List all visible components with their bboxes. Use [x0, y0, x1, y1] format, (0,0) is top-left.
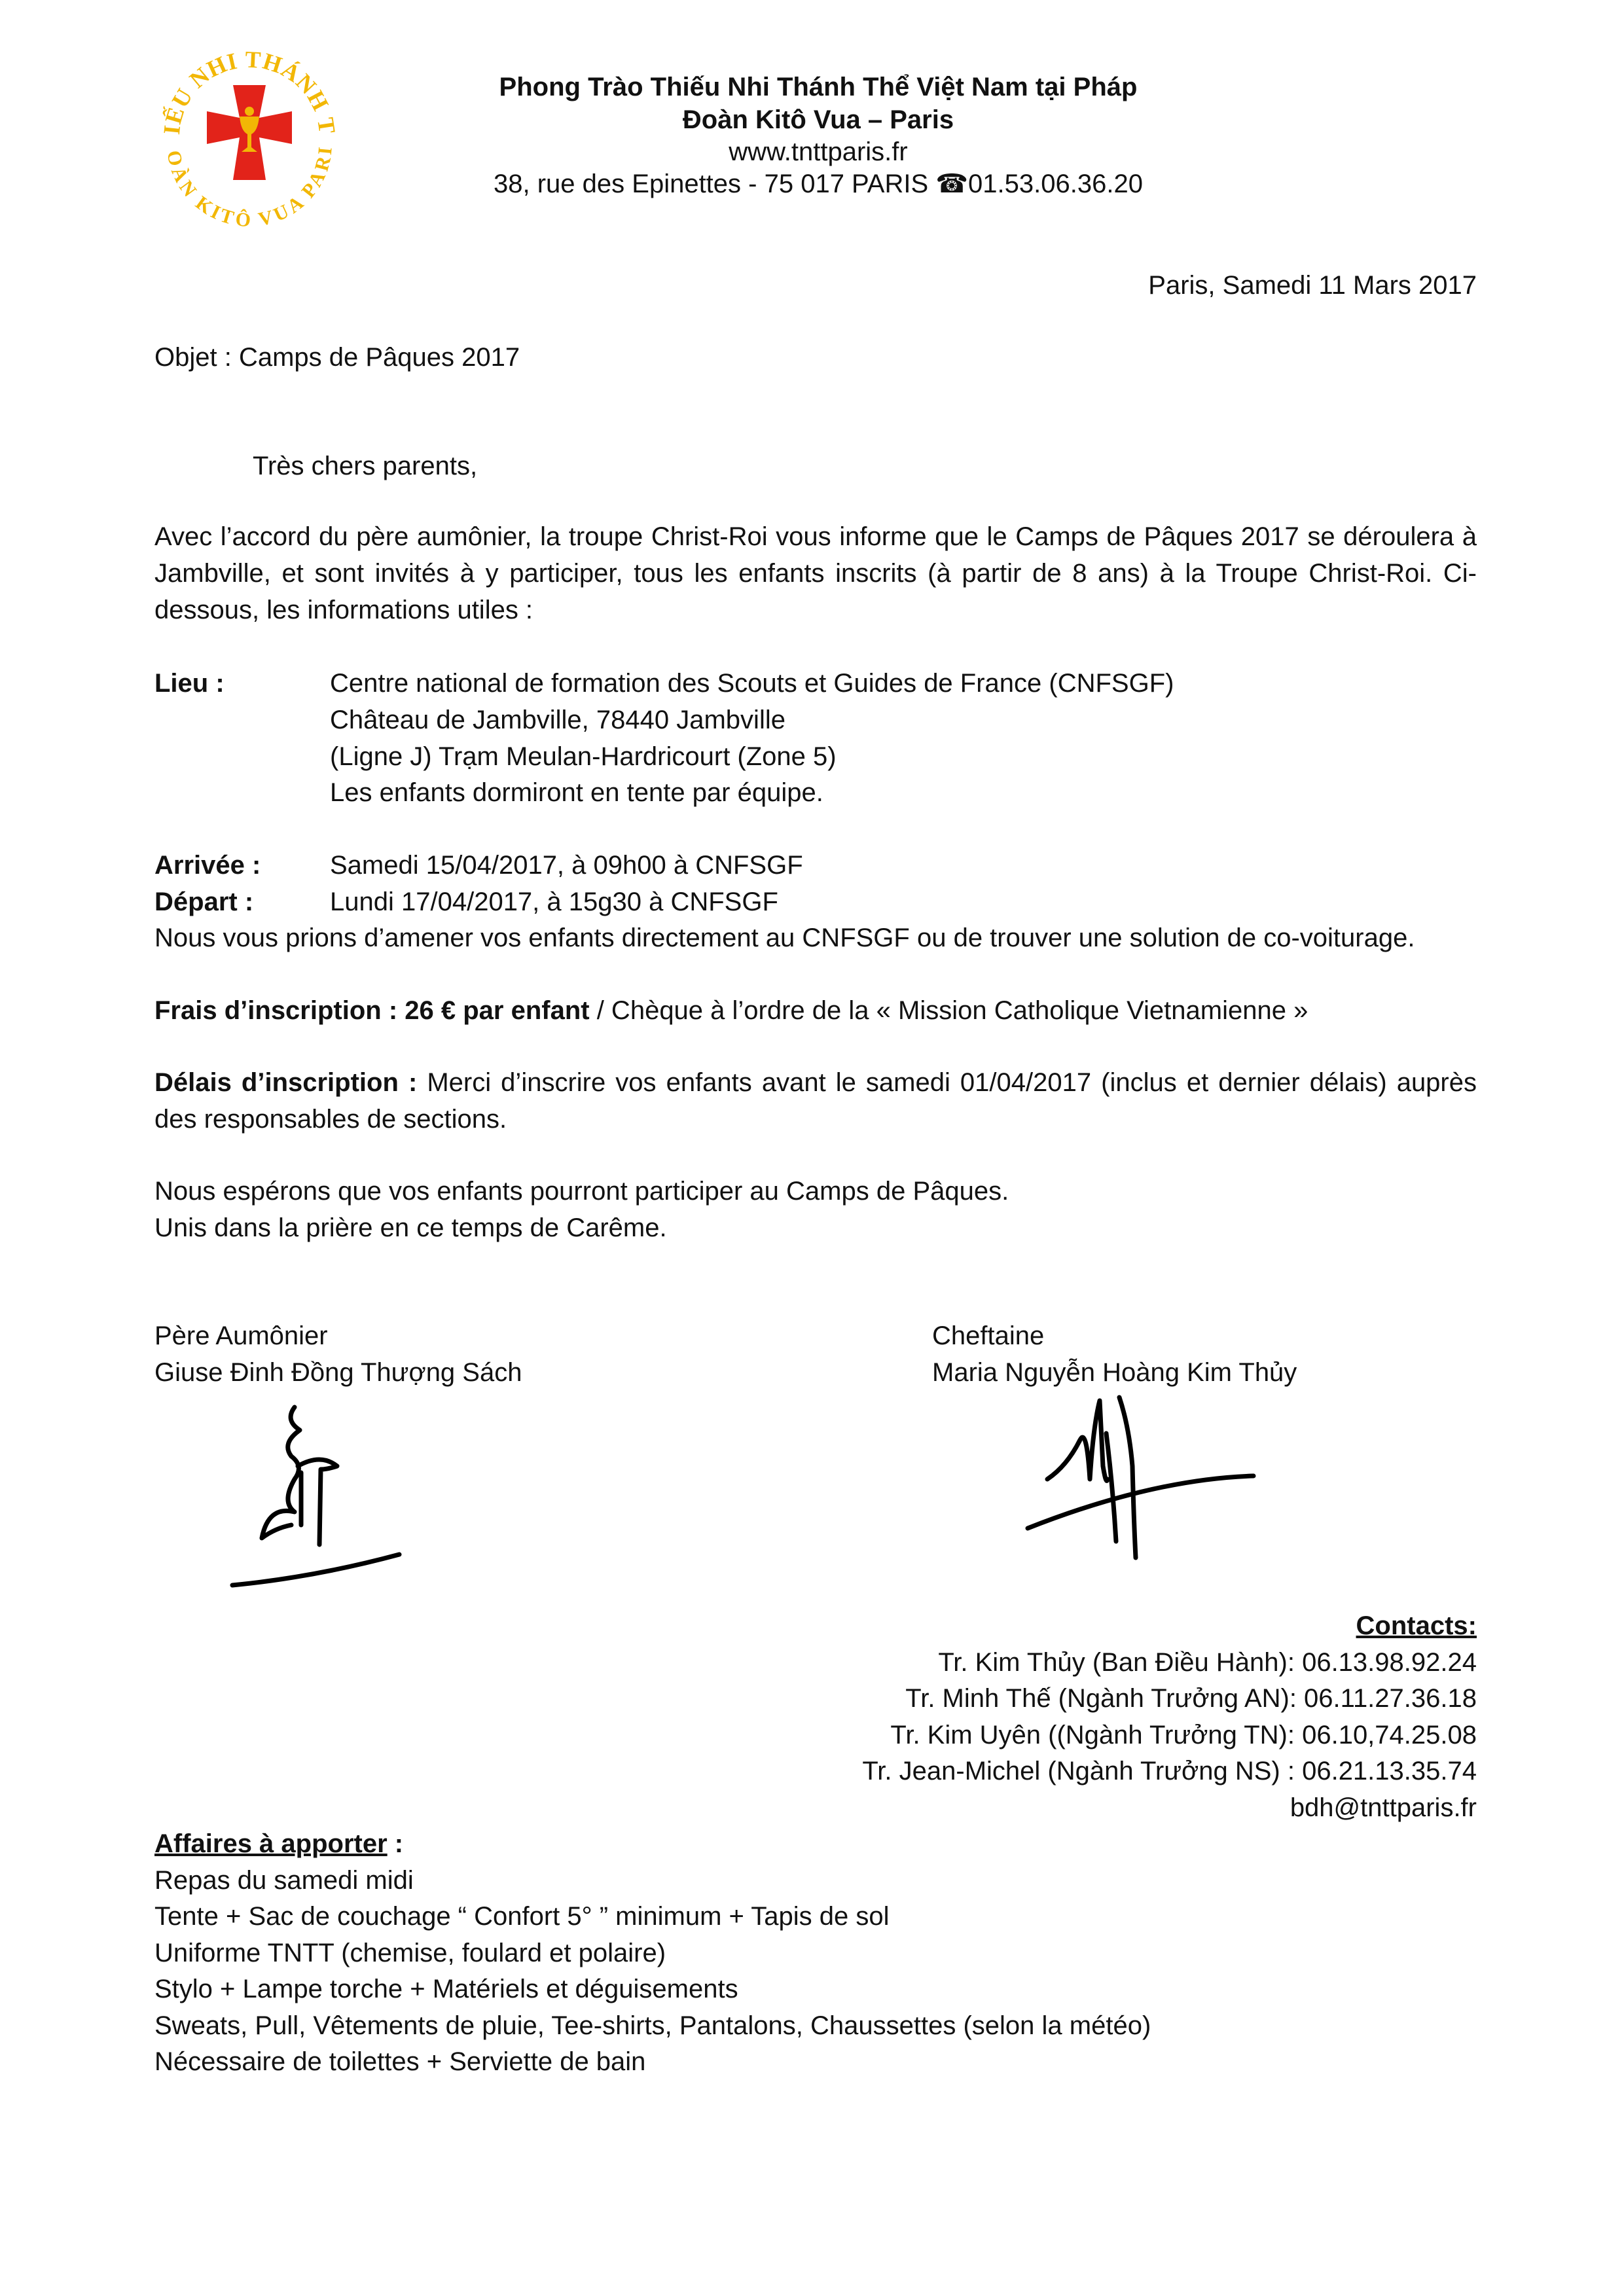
transport-note: Nous vous prions d’amener vos enfants directement au CNFSGF ou de trouver une solution de co-voiturage. [154, 924, 1415, 952]
affaires-item: Repas du samedi midi [154, 1866, 414, 1895]
closing-line: Unis dans la prière en ce temps de Carême. [154, 1213, 667, 1242]
affaires-heading-text: Affaires à apporter [154, 1829, 388, 1858]
left-signatory-name: Giuse Đinh Đồng Thượng Sách [154, 1358, 522, 1387]
contacts-heading: Contacts: [1356, 1611, 1477, 1640]
contact-line: Tr. Minh Thế (Ngành Trưởng AN): 06.11.27.36.18 [905, 1684, 1477, 1713]
right-signature [1021, 1388, 1270, 1571]
right-signatory-name: Maria Nguyễn Hoàng Kim Thủy [932, 1358, 1297, 1387]
left-signature [223, 1394, 412, 1597]
date-line: Paris, Samedi 11 Mars 2017 [1148, 271, 1477, 300]
delais-detail: Merci d’inscrire vos enfants avant le samedi 01/04/2017 (inclus et dernier délais) auprès des responsables de sections. [154, 1068, 1477, 1134]
affaires-item: Tente + Sac de couchage “ Confort 5° ” minimum + Tapis de sol [154, 1902, 890, 1931]
frais-line [154, 992, 1308, 1029]
frais-detail: / Chèque à l’ordre de la « Mission Catholique Vietnamienne » [589, 996, 1308, 1025]
affaires-item: Nécessaire de toilettes + Serviette de bain [154, 2047, 646, 2076]
lieu-line: (Ligne J) Trạm Meulan-Hardricourt (Zone 5) [330, 742, 837, 771]
org-name: Phong Trào Thiếu Nhi Thánh Thể Việt Nam tại Pháp [499, 73, 1138, 101]
lieu-line: Centre national de formation des Scouts et Guides de France (CNFSGF) [330, 669, 1174, 698]
left-signatory-title: Père Aumônier [154, 1321, 328, 1350]
affaires-heading-colon: : [387, 1829, 404, 1858]
address-line: 38, rue des Epinettes - 75 017 PARIS ☎01.53.06.36.20 [494, 170, 1143, 198]
contact-line: Tr. Kim Uyên ((Ngành Trưởng TN): 06.10,74.25.08 [890, 1721, 1477, 1749]
lieu-line: Les enfants dormiront en tente par équipe. [330, 778, 823, 807]
svg-text:THIẾU NHI THÁNH THỂ: IẾU NHI THÁNH T [158, 46, 341, 136]
right-signatory-title: Cheftaine [932, 1321, 1045, 1350]
depart-value: Lundi 17/04/2017, à 15g30 à CNFSGF [330, 888, 778, 916]
greeting: Très chers parents, [253, 452, 478, 480]
lieu-label: Lieu : [154, 669, 225, 698]
contact-line: Tr. Kim Thủy (Ban Điều Hành): 06.13.98.92.24 [938, 1648, 1477, 1677]
closing-line: Nous espérons que vos enfants pourront participer au Camps de Pâques. [154, 1177, 1009, 1206]
depart-label: Départ : [154, 888, 254, 916]
arrivee-label: Arrivée : [154, 851, 261, 880]
contact-email[interactable]: bdh@tnttparis.fr [1290, 1793, 1477, 1822]
svg-text:ĐOÀN KITÔ VUA PARIS: OÀN KITÔ VUA PARI [162, 145, 336, 229]
lieu-line: Château de Jambville, 78440 Jambville [330, 706, 785, 734]
affaires-heading [154, 1825, 403, 1862]
affaires-item: Stylo + Lampe torche + Matériels et déguisements [154, 1975, 738, 2003]
affaires-item: Sweats, Pull, Vêtements de pluie, Tee-shirts, Pantalons, Chaussettes (selon la météo) [154, 2011, 1151, 2040]
delais-paragraph [154, 1064, 1477, 1138]
contact-line: Tr. Jean-Michel (Ngành Trưởng NS) : 06.21.13.35.74 [862, 1757, 1477, 1785]
subject-line: Objet : Camps de Pâques 2017 [154, 343, 520, 372]
website-link[interactable]: www.tnttparis.fr [729, 137, 908, 166]
arrivee-value: Samedi 15/04/2017, à 09h00 à CNFSGF [330, 851, 803, 880]
unit-name: Đoàn Kitô Vua – Paris [682, 105, 954, 134]
affaires-item: Uniforme TNTT (chemise, foulard et polaire) [154, 1939, 666, 1967]
tntt-logo [154, 39, 344, 229]
frais-label: Frais d’inscription : 26 € par enfant [154, 996, 590, 1025]
delais-label: Délais d’inscription : [154, 1068, 418, 1097]
intro-paragraph: Avec l’accord du père aumônier, la troupe Christ-Roi vous informe que le Camps de Pâques 2017 se déroulera à Jambville, et sont invités à y participer, tous les enfants inscrits (à partir de 8 ans) à la Troupe Christ-Roi. Ci-dessous, les informations utiles : [154, 522, 1477, 624]
